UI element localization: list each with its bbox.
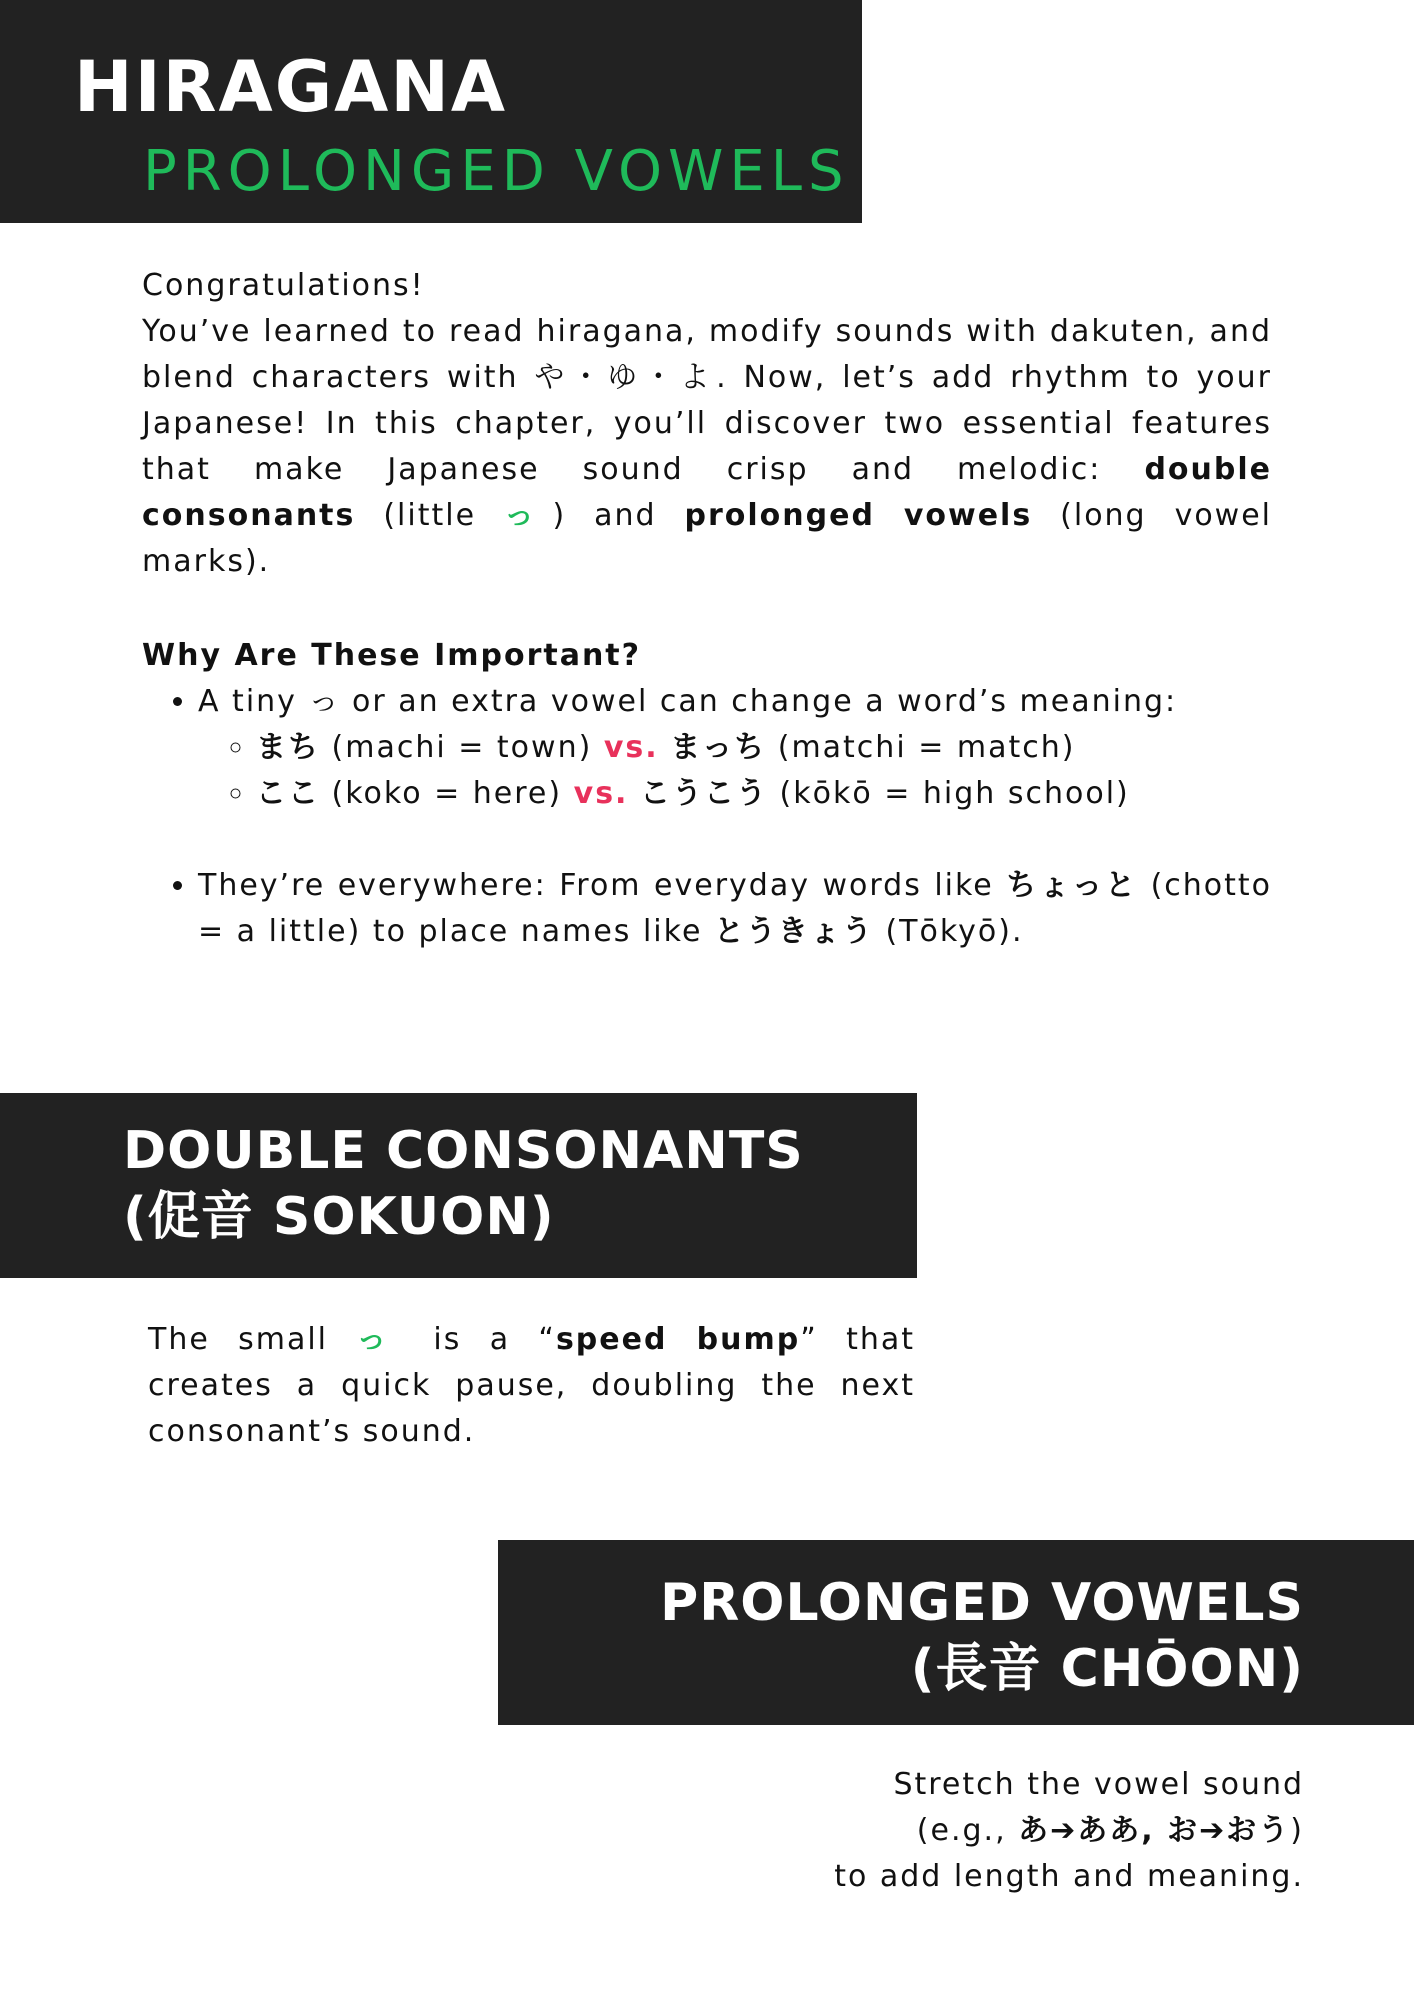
intro-greeting: Congratulations! xyxy=(142,268,425,303)
example-word-a: まち xyxy=(256,730,320,765)
why-bullet2-pre: They’re everywhere: From everyday words like xyxy=(198,868,1007,903)
why-bullet2-word1: ちょっと xyxy=(1006,868,1139,903)
example-gloss-b: (kōkō = high school) xyxy=(779,776,1130,811)
sokuon-description xyxy=(148,1317,915,1455)
why-section xyxy=(142,633,1272,955)
sokuon-title-line1: DOUBLE CONSONANTS xyxy=(123,1121,804,1181)
example-gloss-a: (koko = here) xyxy=(331,776,563,811)
example-vs: vs. xyxy=(573,776,629,811)
why-bullet2-post: (Tōkyō). xyxy=(873,914,1024,949)
intro-text-2: . Now, let’s add rhythm to your Japanese! In this chapter, you’ll discover two essential features that make Japanese sound crisp and melodic: xyxy=(142,360,1272,487)
page-title: HIRAGANA xyxy=(74,46,508,128)
intro-section xyxy=(142,263,1272,585)
choon-eg-post: ) xyxy=(1290,1813,1304,1848)
sokuon-banner xyxy=(0,1093,917,1278)
choon-title xyxy=(660,1570,1304,1702)
choon-banner xyxy=(498,1540,1414,1725)
intro-text-3: (long vowel marks). xyxy=(142,498,1273,579)
intro-prolonged-vowels: prolonged vowels xyxy=(684,498,1033,533)
list-item xyxy=(198,863,1272,955)
sokuon-title-line2: (促音 SOKUON) xyxy=(123,1187,555,1247)
example-gloss-a: (machi = town) xyxy=(331,730,593,765)
intro-text-1: You’ve learned to read hiragana, modify sounds with dakuten, and blend characters with xyxy=(142,314,1272,395)
choon-description xyxy=(604,1762,1304,1900)
sokuon-speed-bump: speed bump xyxy=(555,1322,801,1357)
intro-double-consonants: double consonants xyxy=(142,452,1272,533)
list-item xyxy=(256,771,1272,817)
header-banner xyxy=(0,0,862,223)
why-heading: Why Are These Important? xyxy=(142,638,642,673)
example-gloss-b: (matchi = match) xyxy=(777,730,1076,765)
sokuon-title xyxy=(123,1118,804,1250)
example-word-a: ここ xyxy=(256,776,320,811)
example-word-b: まっち xyxy=(670,730,767,765)
list-item xyxy=(198,679,1272,817)
intro-and: ) and xyxy=(552,498,685,533)
example-vs: vs. xyxy=(603,730,659,765)
sokuon-tsu: っ xyxy=(356,1322,406,1357)
choon-line1: Stretch the vowel sound xyxy=(893,1767,1304,1802)
why-bullet1-text: A tiny っ or an extra vowel can change a word’s meaning: xyxy=(198,684,1178,719)
why-list xyxy=(142,679,1272,955)
intro-paragraph xyxy=(142,309,1272,585)
choon-eg-examples: あ➔ああ, お➔おう xyxy=(1018,1813,1291,1848)
sokuon-mid: is a “ xyxy=(405,1322,556,1357)
why-bullet2-mid: (chotto = a little) to place names like xyxy=(198,868,1273,949)
choon-example xyxy=(604,1808,1304,1854)
choon-title-line1: PROLONGED VOWELS xyxy=(660,1573,1304,1633)
intro-small-tsu: っ xyxy=(504,498,553,533)
choon-title-line2: (長音 CHŌON) xyxy=(910,1639,1304,1699)
intro-little-open: (little xyxy=(355,498,504,533)
page-subtitle: PROLONGED VOWELS xyxy=(143,139,850,204)
why-bullet2-word2: とうきょう xyxy=(713,914,874,949)
choon-line3: to add length and meaning. xyxy=(834,1859,1304,1894)
intro-yayuyo: や・ゆ・よ xyxy=(534,360,717,395)
sokuon-pre: The small xyxy=(148,1322,357,1357)
example-list xyxy=(198,725,1272,817)
sokuon-post: ” that creates a quick pause, doubling the next consonant’s sound. xyxy=(148,1322,916,1449)
choon-eg-pre: (e.g., xyxy=(916,1813,1019,1848)
list-item xyxy=(256,725,1272,771)
example-word-b: こうこう xyxy=(640,776,768,811)
